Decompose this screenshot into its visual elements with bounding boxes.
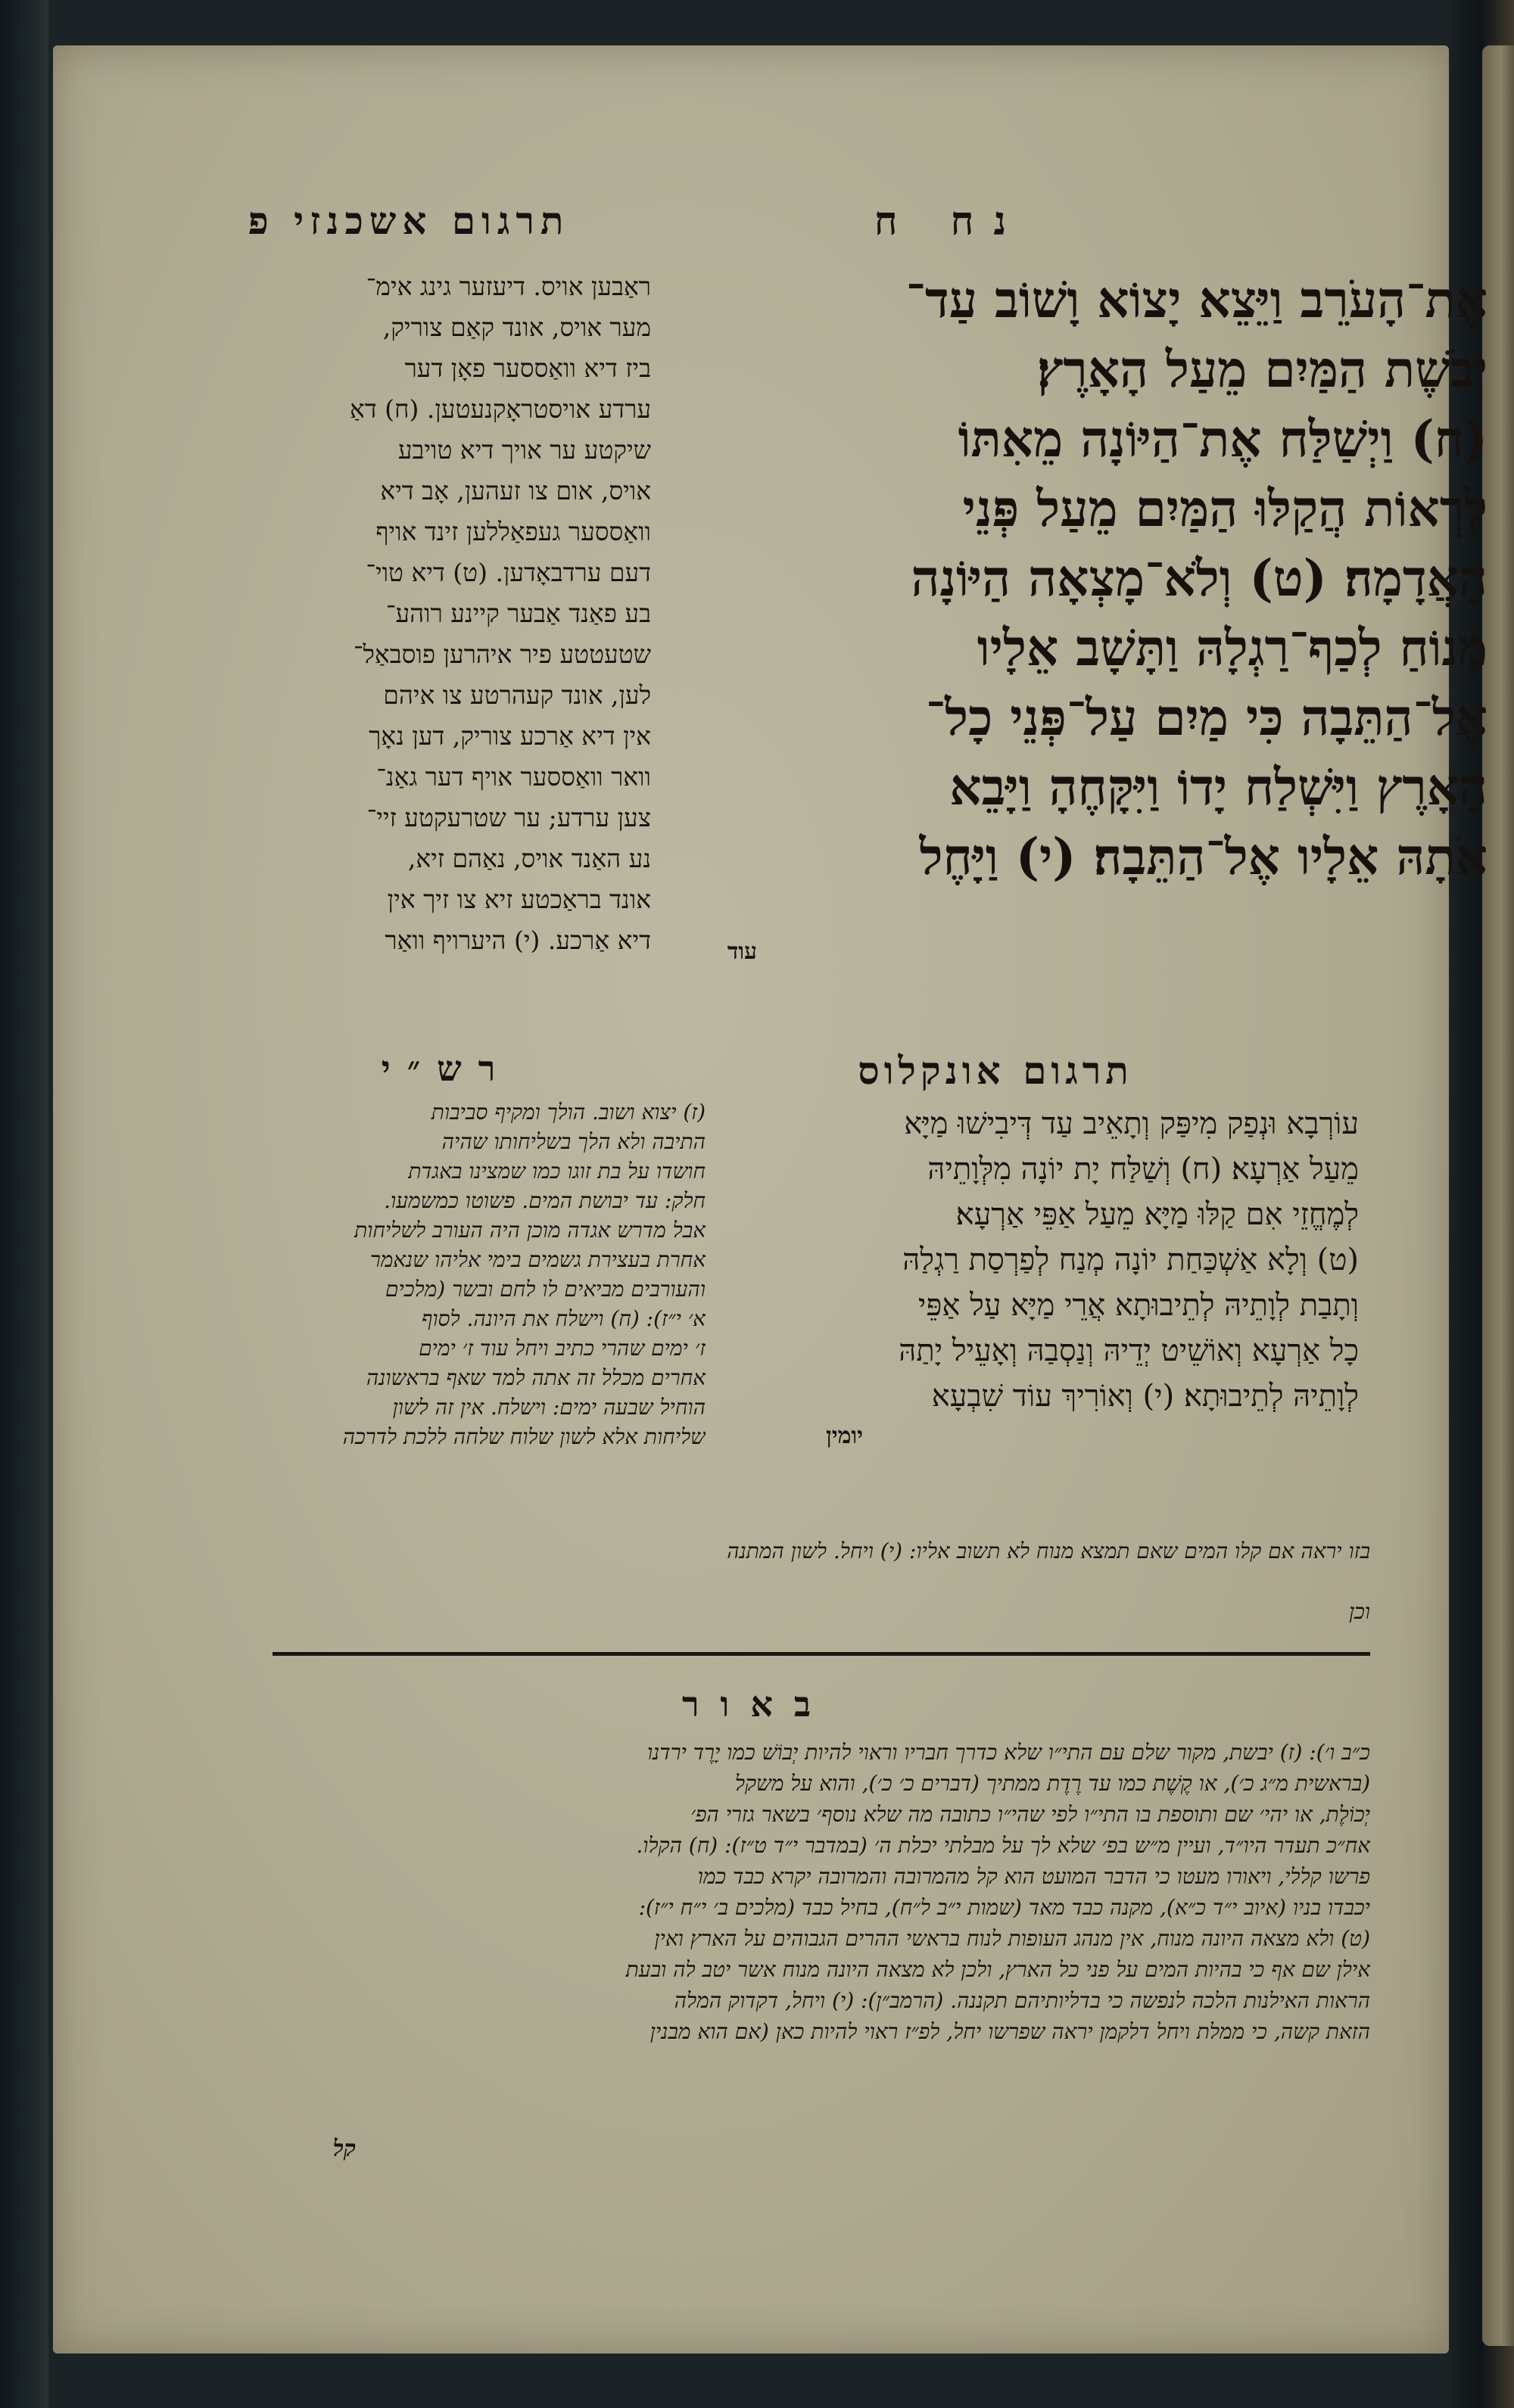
rashi-line: (ז) יצוא ושוב. הולך ומקיף סביבות xyxy=(431,1100,706,1125)
onkelos-line: מֵעַל אַרְעָא׃ (ח) וְשַׁלַּח יָת יוֹנָה מִלְּוָתֵיהּ xyxy=(927,1152,1359,1187)
onkelos-line: (ט) וְלָא אַשְׁכַּחַת יוֹנָה מְנַח לְפַרְסַת רַגְלַהּ xyxy=(902,1243,1359,1277)
onkelos-line: עוֹרְבָא וּנְפַק מִיפַּק וְתָאֵיב עַד דְּיבִישׁוּ מַיָּא xyxy=(904,1106,1359,1141)
onkelos-line: לְמֶחֱזֵי אִם קַלּוּ מַיָּא מֵעַל אַפֵּי אַרְעָא׃ xyxy=(955,1197,1359,1232)
biur-line: (ט) ולא מצאה היונה מנוח, אין מנהג העופות לנוח בראשי ההרים הגבוהים על הארץ ואין xyxy=(654,1926,1370,1951)
yiddish-line: שיקטע ער אויך דיא טויבע xyxy=(397,435,651,465)
yiddish-line: וואר וואַססער אויף דער גאַנ־ xyxy=(376,762,651,792)
biur-line: אח״כ תעדר היו״ד, ועיין מ״ש בפ׳ שלא לך על מבלתי יכלת ה׳ (במדבר י״ד ט״ז): (ח) הקלו. xyxy=(636,1833,1370,1858)
onkelos-line: לְוָתֵיהּ לְתֵיבוּתָא׃ (י) וְאוֹרִיךְ עוֹד שִׁבְעָא xyxy=(931,1379,1359,1414)
yiddish-line: אויס, אום צו זעהען, אָב דיא xyxy=(380,476,651,506)
rashi-line: א׳ י״ז): (ח) וישלח את היונה. לסוף xyxy=(421,1306,706,1331)
biur-catchword: קל xyxy=(332,2136,356,2162)
main-text-line: לִרְאוֹת הֲקַלּוּ הַמַּיִם מֵעַל פְּנֵי xyxy=(962,479,1488,538)
yiddish-line: דעם ערדבאָדען. (ט) דיא טוי־ xyxy=(366,558,651,587)
yiddish-line: ביז דיא וואַססער פאָן דער xyxy=(404,353,651,383)
onkelos-catchword: יומין xyxy=(826,1423,863,1449)
biur-line: הראות האילנות הלכה לנפשה כי בדליותיהם תקננה. (הרמב״ן): (י) ויחל, דקדוק המלה xyxy=(674,1988,1370,2013)
yiddish-line: שטעטטע פיר איהרען פוסבאַל־ xyxy=(353,639,651,669)
parsha-header: נח ח xyxy=(874,198,1026,244)
main-text-line: אֶל־הַתֵּבָה כִּי מַיִם עַל־פְּנֵי כָל־ xyxy=(925,688,1488,747)
rashi-line: אבל מדרש אגדה מוכן היה העורב לשליחות xyxy=(354,1218,706,1243)
onkelos-line: כָל אַרְעָא וְאוֹשֵׁיט יְדֵיהּ וְנַסְבַהּ וְאָעֵיל יָתַהּ xyxy=(899,1333,1359,1368)
rashi-line: אחרים מכלל זה אתה למד שאף בראשונה xyxy=(366,1365,706,1390)
section-divider xyxy=(273,1652,1370,1656)
rashi-line: אחרת בעצירת גשמים בימי אליהו שנאמר xyxy=(369,1247,706,1272)
main-text-line: הָאֲדָמָה׃ (ט) וְלֹא־מָצְאָה הַיּוֹנָה xyxy=(911,549,1488,608)
yiddish-line: אונד בראַכטע זיא צו זיך אין xyxy=(387,885,651,914)
yiddish-line: ראַבען אויס. דיעזער גינג אימ־ xyxy=(366,272,651,301)
main-text-line: יְבֹשֶׁת הַמַּיִם מֵעַל הָאָרֶץ׃ xyxy=(1036,340,1488,399)
rashi-line: חלק: עד יבושת המים. פשוטו כמשמעו. xyxy=(384,1188,706,1213)
main-text-line: (ח) וַיְשַׁלַּח אֶת־הַיּוֹנָה מֵאִתּוֹ xyxy=(958,409,1488,468)
biur-line: (בראשית מ״ג כ׳), או קֶשֶׁת כמו עד רֶדֶת ממתיך (דברים כ׳ כ׳), והוא על משקל xyxy=(734,1771,1370,1796)
biur-line: יְכוֹלֶת, או יהי׳ שם ותוספת בו התי״ו לפי שהי״ו כתובה מה שלא נוסף׳ בשאר גזרי הפ׳ xyxy=(690,1802,1370,1827)
yiddish-line: צען ערדע; ער שטרעקטע זיי־ xyxy=(366,803,651,832)
biur-line: הזאת קשה, כי ממלת ויחל דלקמן יראה שפרשו יחל, לפ״ז ראוי להיות כאן (אם הוא מבנין xyxy=(650,2019,1370,2044)
left-binding-shadow xyxy=(0,0,48,2408)
biur-line: אילן שם אף כי בהיות המים על פני כל הארץ, ולכן לא מצאה היונה מנוח אשר יטב לה ובעת xyxy=(625,1957,1370,1982)
rashi-line: ז׳ ימים שהרי כתיב ויחל עוד ז׳ ימים xyxy=(419,1336,706,1361)
targum-ashkenazi-header: תרגום אשכנזי פ xyxy=(248,198,570,243)
biur-line: יכבדו בניו (איוב י״ד כ״א), מקנה כבד מאד (שמות י״ב ל״ח), בחיל כבד (מלכים ב׳ י״ח י״ז): xyxy=(638,1895,1370,1920)
yiddish-line: וואַססער געפאַללען זינד אויף xyxy=(375,517,651,546)
rashi-continuation-line: וכן xyxy=(1349,1599,1370,1624)
biur-header: באור xyxy=(681,1684,833,1725)
yiddish-line: דיא אַרכע. (י) היערויף וואַר xyxy=(385,926,651,955)
onkelos-line: וְתָבַת לְוָתֵיהּ לְתֵיבוּתָא אֲרֵי מַיָּא עַל אַפֵּי xyxy=(917,1288,1359,1323)
rashi-continuation-line: בזו יראה אם קלו המים שאם תמצא מנוח לא תשוב אליו: (י) ויחל. לשון המתנה xyxy=(727,1538,1370,1563)
yiddish-line: בע פאַנד אַבער קיינע רוהע־ xyxy=(385,599,651,628)
rashi-line: שליחות אלא לשון שלוח שלחה ללכת לדרכה xyxy=(342,1424,706,1449)
rashi-line: והעורבים מביאים לו לחם ובשר (מלכים xyxy=(385,1277,706,1302)
main-catchword: עוד xyxy=(727,938,757,965)
yiddish-line: אין דיא אַרכע צוריק, דען נאָך xyxy=(369,721,651,751)
yiddish-line: לען, אונד קעהרטע צו איהם xyxy=(383,680,651,710)
main-text-line: אֹתָהּ אֵלָיו אֶל־הַתֵּבָה׃ (י) וַיָּחֶל xyxy=(919,827,1488,886)
main-text-line: מָנוֹחַ לְכַף־רַגְלָהּ וַתָּשָׁב אֵלָיו xyxy=(977,618,1488,677)
onkelos-header: תרגום אונקלוס xyxy=(858,1048,1133,1093)
rashi-line: חושדו על בת זוגו כמו שמצינו באגדת xyxy=(408,1159,706,1184)
biur-line: פרשו קללי, ויאורו מעטו כי הדבר המועט הוא קל מהמרובה והמרובה יקרא כבד כמו xyxy=(697,1864,1370,1889)
rashi-header: רש״י xyxy=(381,1048,512,1089)
main-text-line: הָאָרֶץ וַיִּשְׁלַח יָדוֹ וַיִּקָּחֶהָ וַיָּבֵא xyxy=(949,758,1488,817)
yiddish-line: מער אויס, אונד קאַם צוריק, xyxy=(382,313,651,342)
yiddish-line: נע האַנד אויס, נאַהם זיא, xyxy=(407,844,651,873)
main-text-line: אֶת־הָעֹרֵב וַיֵּצֵא יָצוֹא וָשׁוֹב עַד־ xyxy=(905,270,1488,329)
biur-line: כ״ב ו׳): (ז) יבשת, מקור שלם עם התי״ו שלא כדרך חבריו וראוי להיות יְבוֹשׁ כמו יָרֶד ירדנו xyxy=(647,1740,1370,1765)
rashi-line: התיבה ולא הלך בשליחותו שהיה xyxy=(441,1129,706,1154)
yiddish-line: ערדע אויסטראָקנעטען. (ח) דאַ xyxy=(349,394,651,424)
rashi-line: הוחיל שבעה ימים: וישלח. אין זה לשון xyxy=(392,1395,706,1420)
